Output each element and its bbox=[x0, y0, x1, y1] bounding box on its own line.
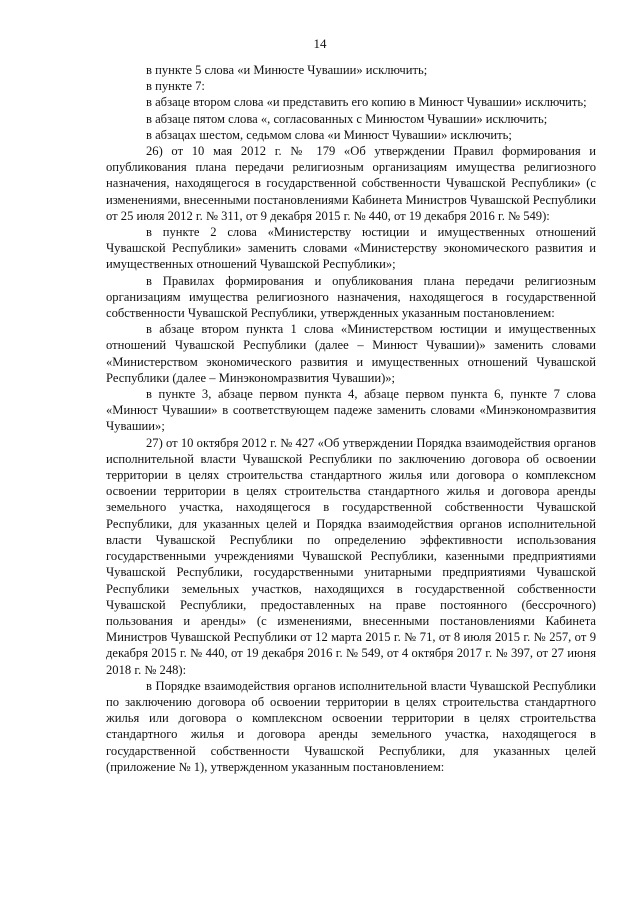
page-number: 14 bbox=[313, 36, 327, 51]
paragraph-1: в пункте 5 слова «и Минюсте Чувашии» исключить; bbox=[146, 63, 428, 77]
paragraph-2: в пункте 7: bbox=[146, 79, 205, 94]
paragraph-11: 27) от 10 октября 2012 г. № 427 «Об утверждении Порядка взаимодействия органов исполнительной власти Чувашской Республики по заключению договора об освоении территории в целях строительства стандартного жилья или договора о комплексном освоении территории в целях строительства стандартного жилья и договора аренды земельного участка, находящегося в государственной собственности Чувашской Республики, для указанных целей и Порядка взаимодействия органов исполнительной власти Чувашской Республики по определению эффективности использования государственными учреждениями Чувашской Республики, казенными предприятиями Чувашской Республики, государственными унитарными предприятиями Чувашской Республики земельных участков, находящихся в государственной собственности Чувашской Республики, предоставленных на праве постоянного (бессрочного) пользования и аренды» (с изменениями, внесенными постановлениями Кабинета Министров Чувашской Республики от 12 марта 2015 г. № 71, от 8 июля 2015 г. № 257, от 9 декабря 2015 г. № 440, от 19 декабря 2016 г. № 549, от 4 октября 2017 г. № 397, от 27 июня 2018 г. № 248): bbox=[106, 435, 596, 677]
paragraph-6: 26) от 10 мая 2012 г. № 179 «Об утверждении Правил формирования и опубликования плана передачи религиозным организациям имущества религиозного назначения, находящегося в государственной собственности Чувашской Республики» (с изменениями, внесенными постановлениями Кабинета Министров Чувашской Республики от 25 июля 2012 г. № 311, от 9 декабря 2015 г. № 440, от 19 декабря 2016 г. № 549): bbox=[106, 144, 596, 223]
paragraph-8: в Правилах формирования и опубликования плана передачи религиозным организациям имущества религиозного назначения, находящегося в государственной собственности Чувашской Республики, утвержденных указанным постановлением: bbox=[106, 273, 596, 321]
paragraph-12: в Порядке взаимодействия органов исполнительной власти Чувашской Республики по заключению договора об освоении территории в целях строительства стандартного жилья или договора о комплексном освоении территории в целях строительства стандартного жилья и договора аренды земельного участка, находящегося в государственной собственности Чувашской Республики, для указанных целей (приложение № 1), утвержденном указанным постановлением: bbox=[106, 678, 596, 774]
paragraph-5: в абзацах шестом, седьмом слова «и Минюст Чувашии» исключить; bbox=[146, 127, 512, 142]
paragraph-4: в абзаце пятом слова «, согласованных с Минюстом Чувашии» исключить; bbox=[146, 111, 548, 126]
paragraph-7: в пункте 2 слова «Министерству юстиции и имущественных отношений Чувашской Республики» заменить словами «Министерству экономического развития и имущественных отношений Чувашской Республики»; bbox=[106, 225, 596, 272]
paragraph-9: в абзаце втором пункта 1 слова «Министерством юстиции и имущественных отношений Чувашской Республики (далее – Минюст Чувашии)» заменить словами «Министерством экономического развития и имущественных отношений Чувашской Республики (далее – Минэкономразвития Чувашии)»; bbox=[106, 322, 596, 385]
document-text bbox=[106, 62, 596, 775]
paragraph-10: в пункте 3, абзаце первом пункта 4, абзаце первом пункта 6, пункте 7 слова «Минюст Чувашии» в соответствующем падеже заменить словами «Минэкономразвития Чувашии»; bbox=[106, 387, 596, 434]
paragraph-3: в абзаце втором слова «и представить его копию в Минюст Чувашии» исключить; bbox=[146, 95, 587, 110]
